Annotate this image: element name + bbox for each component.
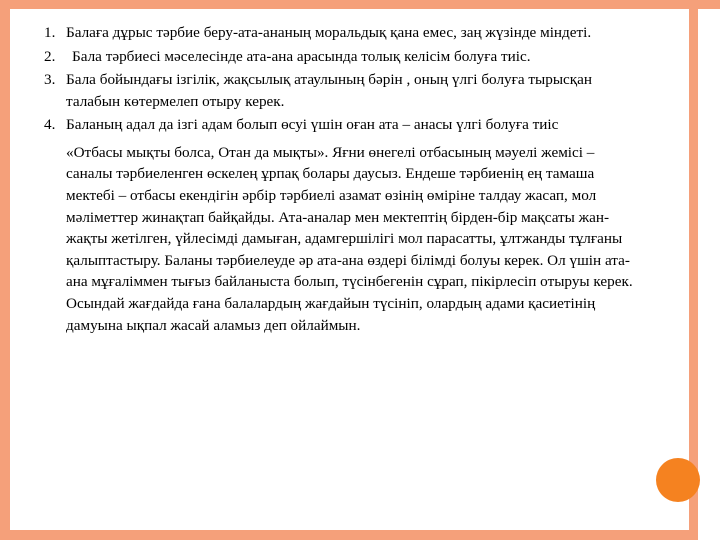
list-item (44, 114, 644, 136)
list-item (44, 46, 644, 68)
frame-right-margin (698, 0, 720, 540)
list-item (44, 69, 644, 112)
list-item-marker: 4. (44, 116, 56, 134)
slide-content (44, 22, 644, 512)
list-item-text: Баланың адал да ізгі адам болып өсуі үшін оған ата – анасы үлгі болуға тиіс (66, 116, 559, 134)
frame-top-bar (0, 0, 720, 9)
list-item (44, 22, 644, 44)
list-item-text: Бала тәрбиесі мәселесінде ата-ана арасында толық келісім болуға тиіс. (72, 47, 531, 65)
list-item-text: Бала бойындағы ізгілік, жақсылық атаулының бәрін , оның үлгі болуға тырысқан талабын көтермелеп отыру керек. (66, 71, 593, 110)
list-item-marker: 1. (44, 24, 56, 41)
frame-right-bar (689, 0, 698, 540)
body-paragraph-text: «Отбасы мықты болса, Отан да мықты». Яғни өнегелі отбасының мәуелі жемісі – саналы тәрбиеленген өскелең ұрпақ болары даусыз. Ендеше тәрбиенің ең тамаша мектебі – отбасы екендігін әрбір тәрбиелі азамат өзінің өміріне талдау жасап, мол мәліметтер жинақтап байқайды. Ата-аналар мен мектептің бірден-бір мақсаты жан-жақты жетілген, үйлесімді дамыған, адамгершілігі мол парасатты, ұлтжанды тұлғаны қалыптастыру. Баланы тәрбиелеуде әр ата-ана өздері білімді болуы керек. Ол үшін ата-ана мұғаліммен тығыз байланыста болып, түсінбегенін сұрап, пікірлесіп отыруы керек. Осындай жағдайда ғана балалардың жағдайын түсініп, олардың адами қасиетінің дамуына ықпал жасай аламыз деп ойлаймын. (66, 143, 633, 334)
accent-dot (656, 458, 700, 502)
frame-bottom-bar (0, 530, 720, 540)
list-item-marker: 2. (44, 47, 56, 65)
list-item-marker: 3. (44, 71, 56, 89)
frame-corner-notch (698, 0, 720, 9)
body-paragraph (44, 142, 644, 336)
list-item-text: Балаға дұрыс тәрбие беру-ата-ананың моральдық қана емес, заң жүзінде міндеті. (66, 24, 592, 41)
frame-left-bar (0, 0, 10, 540)
